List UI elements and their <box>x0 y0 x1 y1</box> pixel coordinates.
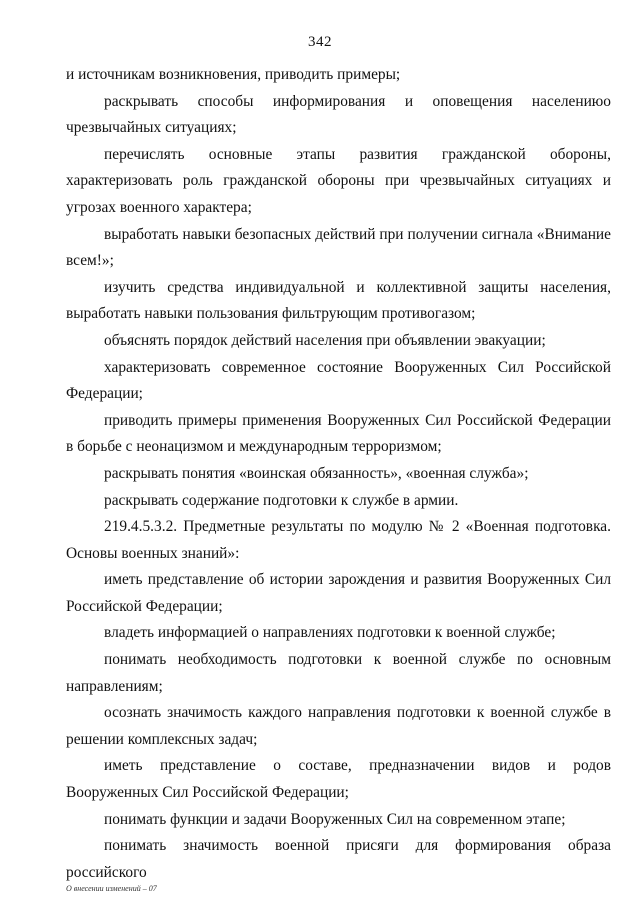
paragraph: характеризовать современное состояние Вооруженных Сил Российской Федерации; <box>66 358 611 403</box>
paragraph: понимать функции и задачи Вооруженных Сил на современном этапе; <box>104 810 566 828</box>
paragraph: перечислять основные этапы развития гражданской обороны, характеризовать роль гражданской обороны при чрезвычайных ситуациях и угрозах военного характера; <box>66 145 611 216</box>
paragraph: иметь представление об истории зарождения и развития Вооруженных Сил Российской Федерации; <box>66 571 611 615</box>
footer-note: О внесении изменений – 07 <box>66 884 157 893</box>
paragraph: объяснять порядок действий населения при объявлении эвакуации; <box>104 331 546 349</box>
paragraph: раскрывать способы информирования и оповещения населениюо чрезвычайных ситуациях; <box>66 92 611 137</box>
section-heading-paragraph: 219.4.5.3.2. Предметные результаты по модулю № 2 «Военная подготовка. Основы военных знаний»: <box>66 518 611 562</box>
paragraph: осознать значимость каждого направления подготовки к военной службе в решении комплексных задач; <box>66 704 611 748</box>
paragraph: понимать необходимость подготовки к военной службе по основным направлениям; <box>66 651 611 695</box>
paragraph: раскрывать содержание подготовки к службе в армии. <box>104 491 459 509</box>
paragraph: раскрывать понятия «воинская обязанность», «военная служба»; <box>104 464 529 482</box>
paragraph: иметь представление о составе, предназначении видов и родов Вооруженных Сил Российской Федерации; <box>66 757 611 802</box>
paragraph: выработать навыки безопасных действий при получении сигнала «Внимание всем!»; <box>66 225 611 270</box>
paragraph: владеть информацией о направлениях подготовки к военной службе; <box>104 624 556 642</box>
page-number: 342 <box>308 34 332 50</box>
paragraph: и источникам возникновения, приводить примеры; <box>66 66 401 83</box>
paragraph: приводить примеры применения Вооруженных Сил Российской Федерации в борьбе с неонацизмом и международным терроризмом; <box>66 411 611 456</box>
document-body <box>66 62 611 886</box>
paragraph: понимать значимость военной присяги для формирования образа российского <box>66 837 611 881</box>
paragraph: изучить средства индивидуальной и коллективной защиты населения, выработать навыки пользования фильтрующим противогазом; <box>66 278 611 323</box>
